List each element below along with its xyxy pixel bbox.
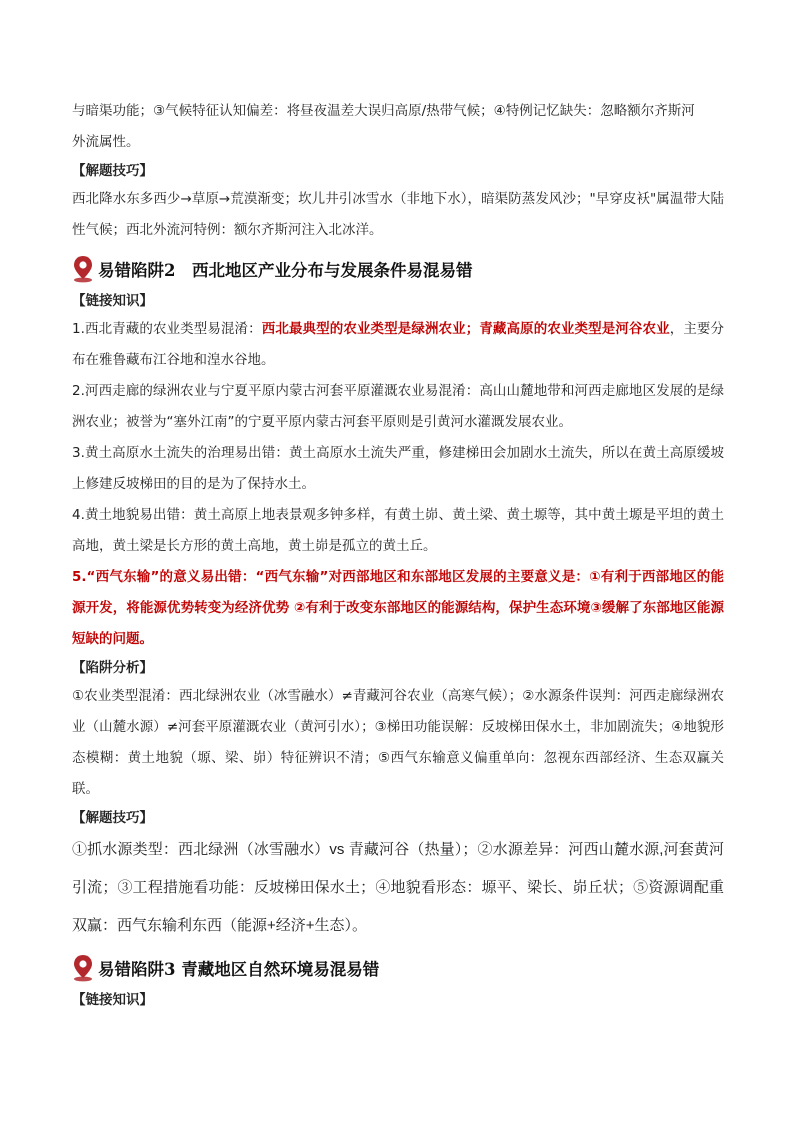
map-pin-icon (72, 954, 94, 982)
knowledge-item-1 (72, 314, 724, 376)
knowledge-item-4: 4.黄土地貌易出错：黄土高原上地表景观多钟多样，有黄土峁、黄土梁、黄土塬等，其中黄土塬是平坦的黄土高地，黄土梁是长方形的黄土高地，黄土峁是孤立的黄土丘。 (72, 507, 724, 554)
map-pin-icon (72, 255, 94, 283)
tips-text-1: 西北降水东多西少→草原→荒漠渐变；坎儿井引冰雪水（非地下水），暗渠防蒸发风沙；"早穿皮袄"属温带大陆性气候；西北外流河特例：额尔齐斯河注入北冰洋。 (72, 191, 724, 238)
tips-text-2: ①抓水源类型：西北绿洲（冰雪融水）vs 青藏河谷（热量）；②水源差异：河西山麓水源,河套黄河引流；③工程措施看功能：反坡梯田保水土；④地貌看形态：塬平、梁长、峁丘状；⑤资源调配重双赢：西气东输利东西（能源+经济+生态）。 (72, 841, 724, 934)
link-knowledge-label-3: 【链接知识】 (72, 992, 153, 1008)
document-page (72, 96, 724, 1013)
tips-label-2: 【解题技巧】 (72, 810, 153, 826)
knowledge-item-5: 5.“西气东输”的意义易出错：“西气东输”对西部地区和东部地区发展的主要意义是：①有利于西部地区的能源开发，将能源优势转变为经济优势 ②有利于改变东部地区的能源结构，保护生态环境③缓解了东部地区能源短缺的问题。 (72, 569, 724, 647)
item-1-highlight: 西北最典型的农业类型是绿洲农业；青藏高原的农业类型是河谷农业 (261, 321, 670, 337)
knowledge-item-2: 2.河西走廊的绿洲农业与宁夏平原内蒙古河套平原灌溉农业易混淆：高山山麓地带和河西走廊地区发展的是绿洲农业；被誉为“塞外江南”的宁夏平原内蒙古河套平原则是引黄河水灌溉发展农业。 (72, 383, 724, 430)
section-heading-trap-2 (72, 252, 724, 286)
link-knowledge-label: 【链接知识】 (72, 293, 153, 309)
section-title: 易错陷阱3 青藏地区自然环境易混易错 (98, 960, 380, 979)
intro-line-2: 外流属性。 (72, 134, 140, 150)
section-title: 易错陷阱2 西北地区产业分布与发展条件易混易错 (98, 261, 473, 280)
item-1-tail: ，主要分布在雅鲁藏布江谷地和湟水谷地。 (72, 321, 725, 368)
section-heading-trap-3 (72, 951, 724, 985)
intro-line-1: 与暗渠功能；③气候特征认知偏差：将昼夜温差大误归高原/热带气候；④特例记忆缺失：忽略额尔齐斯河 (72, 103, 695, 119)
knowledge-item-3: 3.黄土高原水土流失的治理易出错：黄土高原水土流失严重，修建梯田会加剧水土流失，所以在黄土高原缓坡上修建反坡梯田的目的是为了保持水土。 (72, 445, 724, 492)
tips-block-2 (72, 831, 724, 945)
item-1-lead: 1.西北青藏的农业类型易混淆： (72, 321, 262, 337)
trap-analysis-text: ①农业类型混淆：西北绿洲农业（冰雪融水）≠青藏河谷农业（高寒气候）；②水源条件误判：河西走廊绿洲农业（山麓水源）≠河套平原灌溉农业（黄河引水）；③梯田功能误解：反坡梯田保水土，非加剧流失；④地貌形态模糊：黄土地貌（塬、梁、峁）特征辨识不清；⑤西气东输意义偏重单向：忽视东西部经济、生态双赢关联。 (72, 688, 724, 797)
trap-analysis-label: 【陷阱分析】 (72, 660, 153, 676)
tips-label-1: 【解题技巧】 (72, 163, 153, 179)
